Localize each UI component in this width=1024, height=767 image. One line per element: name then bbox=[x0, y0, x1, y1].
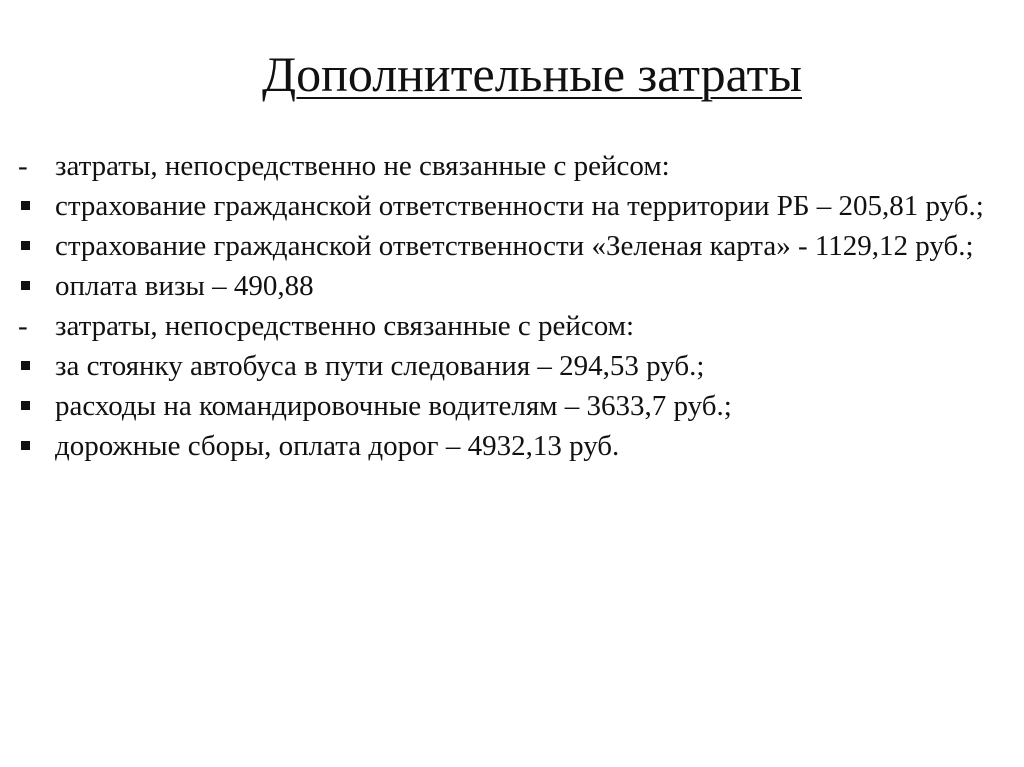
dash-marker: - bbox=[18, 310, 28, 342]
list-item bbox=[18, 266, 1008, 306]
list-item-text: оплата визы – 490,88 bbox=[55, 270, 314, 302]
list-item bbox=[18, 426, 1008, 466]
list-item-text: дорожные сборы, оплата дорог – 4932,13 руб. bbox=[55, 430, 620, 462]
list-item bbox=[18, 226, 1008, 266]
list-item-text: расходы на командировочные водителям – 3633,7 руб.; bbox=[55, 390, 732, 422]
list-item bbox=[18, 186, 1008, 226]
list-item-text: за стоянку автобуса в пути следования – 294,53 руб.; bbox=[55, 350, 705, 382]
list-item bbox=[18, 346, 1008, 386]
list-item bbox=[18, 146, 1008, 186]
list-item bbox=[18, 386, 1008, 426]
dash-marker: - bbox=[18, 150, 28, 182]
slide-title: Дополнительные затраты bbox=[262, 46, 802, 102]
list-item-text: страхование гражданской ответственности «Зеленая карта» - 1129,12 руб.; bbox=[55, 230, 974, 262]
list-item-text: затраты, непосредственно не связанные с рейсом: bbox=[55, 150, 670, 182]
list-item-text: затраты, непосредственно связанные с рейсом: bbox=[55, 310, 635, 342]
list-item-text: страхование гражданской ответственности на территории РБ – 205,81 руб.; bbox=[55, 190, 984, 222]
list-item bbox=[18, 306, 1008, 346]
cost-list bbox=[18, 146, 1008, 466]
